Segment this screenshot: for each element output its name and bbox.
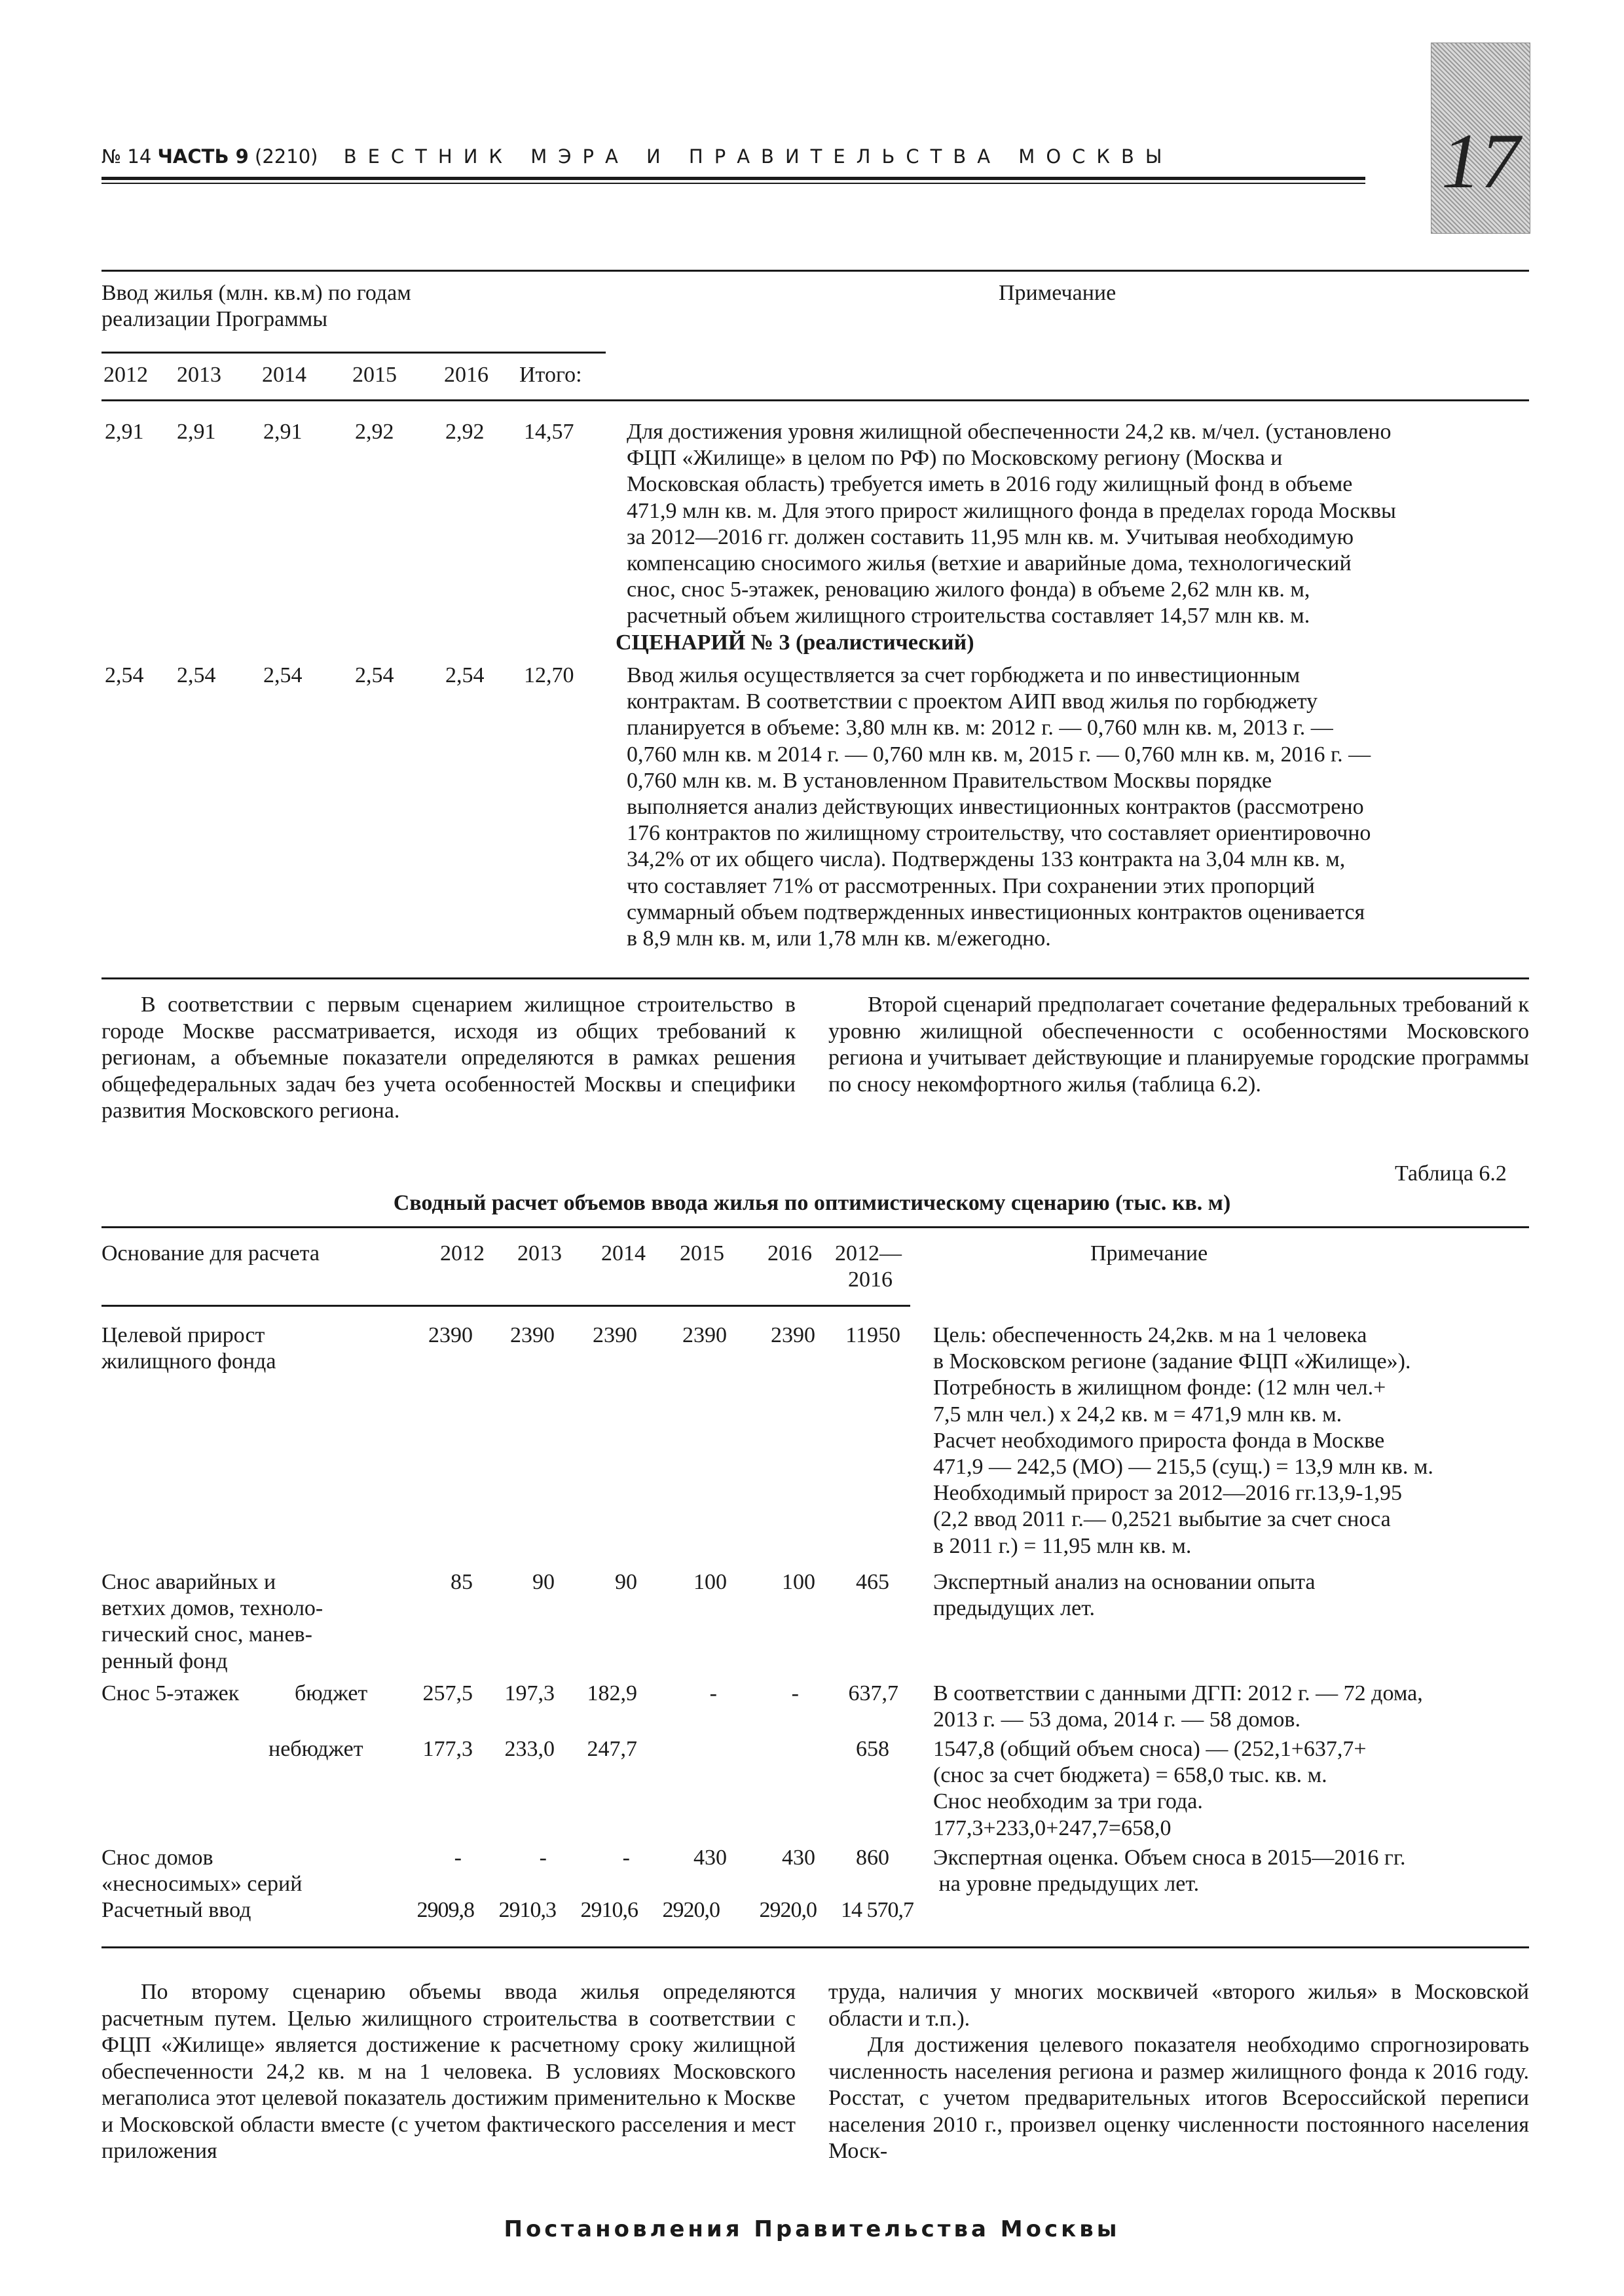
table2-note: 1547,8 (общий объем сноса) — (252,1+637,7+ (снос за счет бюджета) = 658,0 тыс. кв. м. Снос необходим за три года. 177,3+233,0+247,7=658,0 [933,1737,1367,1840]
table2-note: Экспертный анализ на основании опыта предыдущих лет. [933,1570,1316,1621]
table2-total-header-1: 2012— [835,1241,902,1266]
table2-cell: - [791,1681,799,1705]
table2-cell: 2390 [682,1323,727,1347]
table2-cell: 2390 [510,1323,555,1347]
table2-row-sublabel: бюджет [295,1681,368,1705]
table2-cell: - [709,1681,717,1705]
table1-cell: 2,54 [105,663,144,687]
page-number-box [1431,43,1530,234]
table2-row-label: Снос аварийных и ветхих домов, техноло- гический снос, манев- ренный фонд [101,1570,323,1673]
table1-note: Ввод жилья осуществляется за счет горбюджета и по инвестиционным контрактам. В соответствии с проектом АИП ввод жилья по горбюджету планируется в объеме: 3,80 млн кв. м: 2012 г. — 0,760 млн кв. м, 2013 г. — 0,760 млн кв. м 2014 г. — 0,760 млн кв. м, 2015 г. — 0,760 млн кв. м, 2016 г. — 0,760 млн кв. м. В установленном Правительством Москвы порядке выполняется анализ действующих инвестиционных контрактов (рассмотрено 176 контрактов по жилищному строительству, что составляет ориентировочно 34,2% от их общего числа). Подтверждены 133 контракта на 3,04 млн кв. м, что составляет 71% от рассмотренных. При сохранении этих пропорций суммарный объем подтвержденных инвестиционных контрактов оценивается в 8,9 млн кв. м, или 1,78 млн кв. м/ежегодно. [627,663,1371,951]
table1-top-rule [101,270,1529,272]
page-number: 17 [1441,117,1520,204]
table2-note: Экспертная оценка. Объем сноса в 2015—2016 гг. на уровне предыдущих лет. [933,1846,1406,1897]
paragraph-second-scenario: По второму сценарию объемы ввода жилья определяются расчетным путем. Целью жилищного строительства в соответствии с ФЦП «Жилище» является достижение к расчетному сроку жилищной обеспеченности 24,2 кв. м на 1 человека. В условиях Московского мегаполиса этот целевой показатель достижим применительно к Москве и Московской области вместе (с учетом фактического расселения и мест приложения [101,1980,796,2163]
table2-row-label: Целевой прирост [101,1323,265,1347]
table2-note: В соответствии с данными ДГП: 2012 г. — 72 дома, 2013 г. — 53 дома, 2014 г. — 58 домов. [933,1681,1423,1732]
table2-title: Сводный расчет объемов ввода жилья по оптимистическому сценарию (тыс. кв. м) [393,1191,1231,1215]
scenario-heading: СЦЕНАРИЙ № 3 (реалистический) [616,630,974,655]
table2-cell-total: 14 570,7 [841,1898,913,1922]
table2-cell: 2390 [593,1323,637,1347]
table2-cell-total: 11950 [845,1323,900,1347]
table2-year: 2016 [767,1241,812,1266]
table2-cell: 233,0 [504,1737,555,1761]
table2-cell: 257,5 [422,1681,473,1705]
table1-header-bottom-rule [101,399,1529,401]
table1-subheader-rule [101,352,606,354]
table2-cell: 2390 [428,1323,473,1347]
table1-year: 2016 [444,363,489,387]
issue-part: ЧАСТЬ 9 [157,145,249,168]
table2-year: 2014 [601,1241,646,1266]
table2-year: 2012 [440,1241,485,1266]
table1-year: 2014 [262,363,306,387]
table1-cell: 2,91 [177,420,216,444]
table1-header-note: Примечание [999,281,1116,305]
table1-header-left-1: Ввод жилья (млн. кв.м) по годам [101,281,411,305]
table2-cell: 2909,8 [416,1898,474,1922]
table2-cell: - [622,1846,630,1870]
table2-cell: 2910,6 [580,1898,638,1922]
table2-row-label: Расчетный ввод [101,1898,251,1922]
table2-cell: 2910,3 [498,1898,556,1922]
table1-cell: 2,54 [263,663,303,687]
table2-row-sublabel: небюджет [268,1737,363,1761]
table2-cell-total: 658 [856,1737,889,1761]
table2-row-label: Снос домов [101,1846,213,1870]
table2-year: 2013 [517,1241,562,1266]
table2-cell: 2920,0 [662,1898,720,1922]
table1-cell-total: 14,57 [524,420,574,444]
table1-year: 2013 [177,363,221,387]
table1-total-header: Итого: [519,363,582,387]
table1-bottom-rule [101,977,1529,979]
table2-row-label: «несносимых» серий [101,1872,303,1896]
table1-year: 2012 [103,363,148,387]
table2-row-label: жилищного фонда [101,1349,276,1374]
table2-total-header-2: 2016 [848,1267,893,1292]
table1-cell: 2,91 [105,420,144,444]
table1-cell: 2,91 [263,420,303,444]
table1-cell: 2,54 [177,663,216,687]
table2-col-note: Примечание [1090,1241,1208,1266]
paragraph-scenario-1: В соответствии с первым сценарием жилищное строительство в городе Москве рассматривается, исходя из общих требований к регионам, а объемные показатели определяются в рамках решения общефедеральных задач без учета особенностей Москвы и специфики развития Московского региона. [101,993,796,1123]
table2-row-label: Снос 5-этажек [101,1681,240,1705]
table2-cell: 430 [693,1846,727,1870]
table1-cell: 2,54 [355,663,394,687]
table2-cell: - [539,1846,547,1870]
table2-cell: 90 [615,1570,637,1594]
table2-cell: 100 [693,1570,727,1594]
table1-cell-total: 12,70 [524,663,574,687]
table2-cell: 430 [782,1846,815,1870]
table2-cell: 85 [451,1570,473,1594]
table2-cell: 100 [782,1570,815,1594]
table2-cell: 177,3 [422,1737,473,1761]
paragraph-scenario-2: Второй сценарий предполагает сочетание федеральных требований к уровню жилищной обеспеченности с особенностями Московского региона и учитывает действующие и планируемые городские программы по сносу некомфортного жилья (таблица 6.2). [828,993,1529,1097]
table2-bottom-rule [101,1946,1529,1948]
table2-top-rule [101,1226,1529,1228]
header-rule-thin [101,183,1365,184]
page-footer: Постановления Правительства Москвы [504,2216,1120,2242]
table1-cell: 2,92 [445,420,485,444]
table2-year: 2015 [680,1241,724,1266]
header-rule-thick [101,177,1365,180]
table1-cell: 2,54 [445,663,485,687]
table1-cell: 2,92 [355,420,394,444]
issue-number: № 14 [101,145,152,168]
table2-cell: 247,7 [587,1737,637,1761]
table1-header-left-2: реализации Программы [101,307,328,331]
table1-note: Для достижения уровня жилищной обеспеченности 24,2 кв. м/чел. (установлено ФЦП «Жилище» в целом по РФ) по Московскому региону (Москва и Московская область) требуется иметь в 2016 году жилищный фонд в объеме 471,9 млн кв. м. Для этого прирост жилищного фонда в пределах города Москвы за 2012—2016 гг. должен составить 11,95 млн кв. м. Учитывая необходимую компенсацию сносимого жилья (ветхие и аварийные дома, технологический снос, снос 5-этажек, реновацию жилого фонда) в объеме 2,62 млн кв. м, расчетный объем жилищного строительства составляет 14,57 млн кв. м. [627,420,1396,629]
table2-label: Таблица 6.2 [1395,1161,1507,1186]
running-header [101,145,1359,172]
table2-header-rule [101,1305,910,1307]
table2-cell: 2920,0 [759,1898,817,1922]
table2-cell-total: 465 [856,1570,889,1594]
table1-year: 2015 [352,363,397,387]
table2-cell: 197,3 [504,1681,555,1705]
table2-cell: 90 [532,1570,555,1594]
table2-cell: 2390 [771,1323,815,1347]
table2-cell: - [454,1846,462,1870]
table2-cell: 182,9 [587,1681,637,1705]
table2-cell-total: 860 [856,1846,889,1870]
issue-serial: (2210) [255,145,318,168]
table2-note: Цель: обеспеченность 24,2кв. м на 1 человека в Московском регионе (задание ФЦП «Жилище»). Потребность в жилищном фонде: (12 млн чел.+ 7,5 млн чел.) х 24,2 кв. м = 471,9 млн кв. м. Расчет необходимого прироста фонда в Москве 471,9 — 242,5 (МО) — 215,5 (сущ.) = 13,9 млн кв. м. Необходимый прирост за 2012—2016 гг.13,9-1,95 (2,2 ввод 2011 г.— 0,2521 выбытие за счет сноса в 2011 г.) = 11,95 млн кв. м. [933,1323,1433,1558]
paragraph-population-forecast: труда, наличия у многих москвичей «второго жилья» в Московской области и т.п.). Для достижения целевого показателя необходимо спрогнозировать численность населения региона и размер жилищного фонда к 2016 году. Росстат, с учетом предварительных итогов Всероссийской переписи населения 2010 г., произвел оценку численности постоянного населения Моск- [828,1980,1529,2163]
table2-cell-total: 637,7 [848,1681,898,1705]
table2-col-basis: Основание для расчета [101,1241,320,1266]
magazine-title: ВЕСТНИК МЭРА И ПРАВИТЕЛЬСТВА МОСКВЫ [343,145,1173,168]
